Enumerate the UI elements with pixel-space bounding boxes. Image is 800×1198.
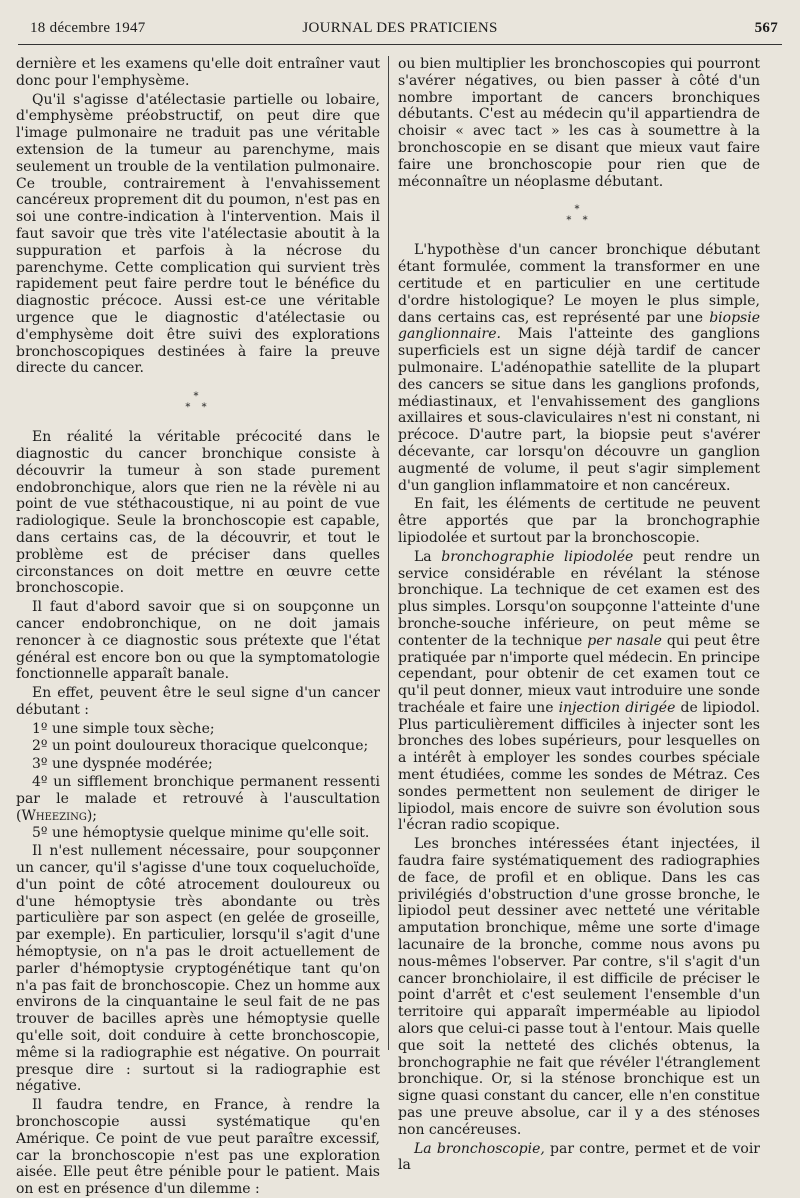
italic-term: bronchographie lipiodolée <box>441 548 634 565</box>
paragraph: Il faut d'abord savoir que si on soupçonne un cancer endobronchique, on ne doit jamais renoncer à ce diagnostic sous prétexte que l'état général est encore bon ou que la symptomatologie fonctionnelle apparaît banale. <box>16 599 380 683</box>
paragraph: Qu'il s'agisse d'atélectasie partielle ou lobaire, d'emphysème préobstructif, on peut dire que l'image pulmonaire ne traduit pas une véritable extension de la tumeur au parenchyme, mais seulement un trouble de la ventilation pulmonaire. Ce trouble, contrairement à l'envahissement cancéreux proprement dit du poumon, n'est pas en soi une contre-indication à l'intervention. Mais il faut savoir que très vite l'atélectasie aboutit à la suppuration et parfois à la nécrose du parenchyme. Cette complication qui survient très rapidement peut faire perdre tout le bénéfice du diagnostic précoce. Aussi est-ce une véritable urgence que le diagnostic d'atélectasie ou d'emphysème doit être suivi des explorations bronchoscopiques destinées à faire la preuve directe du cancer. <box>16 91 380 377</box>
paragraph: En fait, les éléments de certitude ne peuvent être apportés que par la bronchographie lipiodolée et surtout par la bronchoscopie. <box>398 496 760 546</box>
asterism-bottom: * * <box>185 402 211 414</box>
paragraph: ou bien multiplier les bronchoscopies qui pourront s'avérer négatives, ou bien passer à côté d'un nombre important de cancers bronchiques débutants. C'est au médecin qu'il appartiendra de choisir « avec tact » les cas à soumettre à la bronchoscopie en se disant que mieux vaut faire faire une bronchoscopie pour rien que de méconnaître un néoplasme débutant. <box>398 56 760 190</box>
text-run: peut rendre un service considérable en révélant la sténose bronchique. La technique de cet examen est des plus simples. Lorsqu'on soupçonne l'atteinte d'une bronche-souche inférieure, on peut même se contenter de la technique <box>398 548 760 649</box>
italic-term: biopsie ganglionnaire. <box>398 309 760 343</box>
text-run: La <box>414 548 442 565</box>
paragraph <box>398 1141 760 1175</box>
paragraph: Il n'est nullement nécessaire, pour soupçonner un cancer, qu'il s'agisse d'une toux coqueluchoïde, d'un point de côté atrocement douloureux ou d'une hémoptysie très abondante ou très particulière par son aspect (en gelée de groseille, par exemple). En particulier, lorsqu'il s'agit d'une hémoptysie, on n'a pas le droit actuellement de parler d'hémoptysie cryptogénétique tant qu'on n'a pas fait de bronchoscopie. Chez un homme aux environs de la cinquantaine le seul fait de ne pas trouver de bacilles après une hémoptysie quelle qu'elle soit, doit conduire à cette bronchoscopie, même si la radiographie est négative. On pourrait presque dire : surtout si la radiographie est négative. <box>16 843 380 1095</box>
list-text: 4º un sifflement bronchique permanent ressenti par le malade et retrouvé à l'auscultation ( <box>16 774 380 824</box>
paragraph <box>398 242 760 494</box>
right-column <box>398 56 761 1174</box>
text-run: par contre, permet et de voir la <box>398 1140 761 1174</box>
list-item <box>16 774 380 824</box>
paragraph: Les bronches intéressées étant injectées, il faudra faire systématiquement des radiographies de face, de profil et en oblique. Dans les cas privilégiés d'obstruction d'une grosse bronche, le lipiodol peut dessiner avec netteté une véritable amputation bronchique, même une sorte d'image lacunaire de la bronche, comme nous avons pu nous-mêmes l'observer. Par contre, s'il s'agit d'un cancer bronchiolaire, il est difficile de préciser le point d'arrêt et c'est seulement l'ensemble d'un territoire qui apparaît imperméable au lipiodol alors que celui-ci passe tout à l'entour. Mais quelle que soit la netteté des clichés obtenus, la bronchographie ne fait que révéler l'étranglement bronchique. Or, si la sténose bronchique est un signe quasi constant du cancer, elle n'en constitue pas une preuve absolue, car il y a des sténoses non cancéreuses. <box>398 836 760 1138</box>
list-item: 3º une dyspnée modérée; <box>32 756 213 773</box>
italic-term: injection dirigée <box>558 699 676 716</box>
small-caps-term: Wheezing <box>21 807 87 824</box>
text-run: qui peut être pratiquée par n'importe quel médecin. En principe cependant, pour obtenir de cet examen tout ce qu'il peut donner, mieux vaut introduire une sonde trachéale et faire une <box>398 632 761 716</box>
section-separator <box>16 391 380 413</box>
paragraph: Il faudra tendre, en France, à rendre la bronchoscopie aussi systématique qu'en Amérique. Ce point de vue peut paraître excessif, car la bronchoscopie n'est pas une exploration aisée. Elle peut être pénible pour le patient. Mais on est en présence d'un dilemme : <box>16 1097 380 1198</box>
list-text: ); <box>86 807 98 824</box>
paragraph: dernière et les examens qu'elle doit entraîner vaut donc pour l'emphysème. <box>16 56 380 89</box>
italic-term: La bronchoscopie, <box>414 1140 545 1157</box>
asterism-bottom: * * <box>566 215 592 227</box>
text-run: L'hypothèse d'un cancer bronchique débutant étant formulée, comment la transformer en une certitude et en particulier en une certitude d'ordre histologique? Le moyen le plus simple, dans certains cas, est représenté par une <box>398 242 760 326</box>
running-header <box>18 14 782 45</box>
paragraph: En réalité la véritable précocité dans le diagnostic du cancer bronchique consiste à découvrir la tumeur à son stade purement endobronchique, alors que rien ne la révèle ni au point de vue stéthacoustique, ni au point de vue radiologique. Seule la bronchoscopie est capable, dans certains cas, de la découvrir, et tout le problème est de préciser dans quelles circonstances on doit mettre en œuvre cette bronchoscopie. <box>16 429 380 597</box>
italic-term: per nasale <box>587 632 662 649</box>
column-divider <box>388 56 389 1050</box>
page-number: 567 <box>754 20 778 36</box>
list-item: 2º un point douloureux thoracique quelconque; <box>32 738 369 755</box>
asterism-top: * <box>193 391 203 403</box>
asterism-top: * <box>574 204 584 216</box>
left-column <box>16 56 380 1198</box>
paragraph: En effet, peuvent être le seul signe d'un cancer débutant : <box>16 685 380 718</box>
section-separator <box>398 204 760 226</box>
header-date: 18 décembre 1947 <box>30 20 146 36</box>
journal-title: JOURNAL DES PRATICIENS <box>302 20 498 36</box>
paragraph <box>398 549 760 835</box>
list-item: 5º une hémoptysie quelque minime qu'elle soit. <box>32 825 370 842</box>
text-run: de lipiodol. Plus particulièrement difficiles à injecter sont les bronches des lobes supérieurs, pour lesquelles on a intérêt à employer les sondes courbes spéciale ment étudiées, comme les sondes de Métraz. Ces sondes permettent non seulement de diriger le lipiodol, mais encore de suivre son évolution sous l'écran radio scopique. <box>398 699 760 834</box>
text-run: Mais l'atteinte des ganglions superficiels est un signe déjà tardif de cancer pulmonaire. L'adénopathie satellite de la plupart des cancers se situe dans les ganglions profonds, médiastinaux, et l'envahissement des ganglions axillaires et sous-claviculaires n'est ni constant, ni précoce. D'autre part, la biopsie peut s'avérer décevante, car lorsqu'on découvre un ganglion augmenté de volume, il peut s'agir simplement d'un ganglion inflammatoire et non cancéreux. <box>398 326 760 494</box>
list-item: 1º une simple toux sèche; <box>32 720 215 737</box>
